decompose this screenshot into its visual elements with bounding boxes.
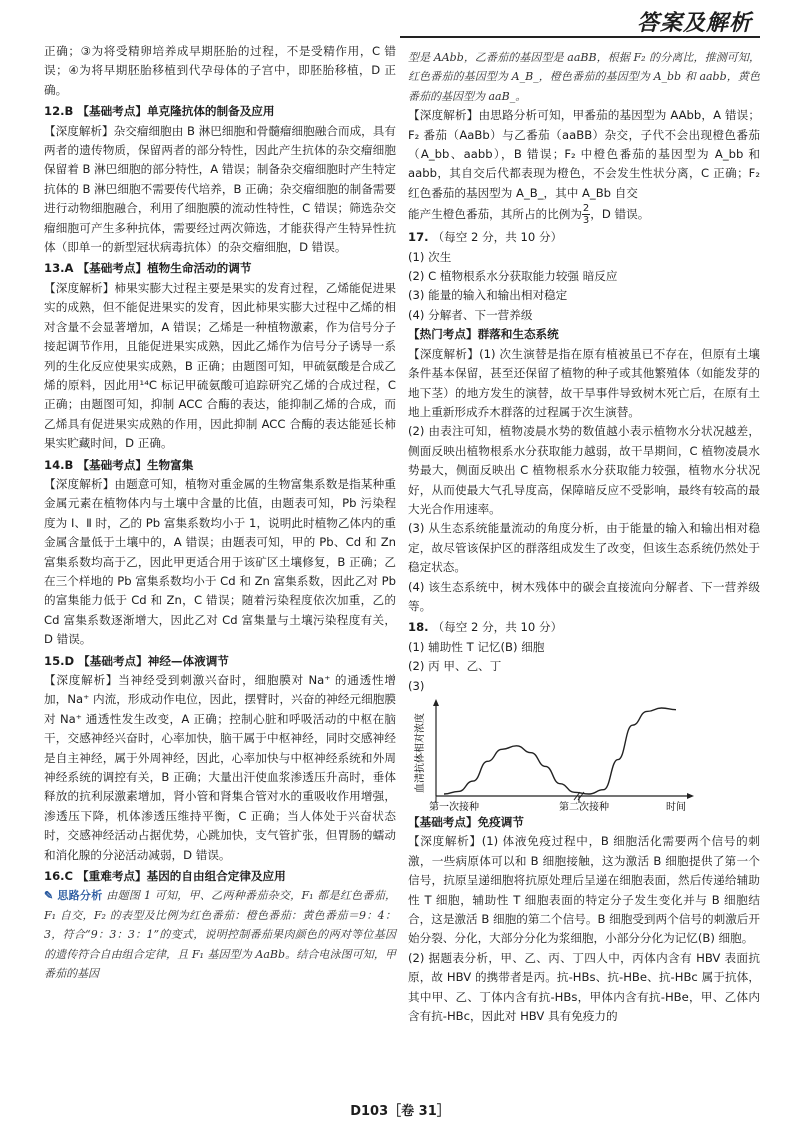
question-13: [44, 259, 396, 453]
chart-x-arrow: [687, 793, 694, 799]
right-column: [408, 48, 760, 1026]
q18-score: （每空 2 分，共 10 分）: [432, 620, 563, 635]
q18-keypoint: 【基础考点】免疫调节: [408, 815, 524, 829]
q18-answer-1: (1) 辅助性 T 记忆(B) 细胞: [408, 639, 545, 654]
page-number: D103［卷 31］: [350, 1104, 450, 1119]
q17-answer-1: (1) 次生: [408, 249, 452, 264]
q17-answer-3: (3) 能量的输入和输出相对稳定: [408, 288, 568, 303]
question-16: [44, 867, 396, 983]
q18-number: 18.: [408, 620, 429, 635]
q17-keypoint: 【热门考点】群落和生态系统: [408, 327, 559, 342]
question-18: [408, 618, 760, 1026]
left-continuation: 正确；③为将受精卵培养成早期胚胎的过程，不是受精作用，C 错误；④为将早期胚胎移植到代孕母体的子宫中，即胚胎移植，D 正确。: [44, 44, 396, 97]
q14-keypoint: 【基础考点】生物富集: [77, 457, 194, 472]
antibody-curve: [444, 708, 676, 794]
q14-analysis: 【深度解析】由题意可知，植物对重金属的生物富集系数是指某种重金属元素在植物体内与土壤中含量的比值，由题表可知，Pb 污染程度为 Ⅰ、Ⅱ 时，乙的 Pb 富集系数均小于 1，说明此时植物乙体内的重金属含量低于土壤中的，A 错误；由题表可知，甲的 Pb、Cd 和 Zn 富集系数均高于乙，因此甲更适合用于该矿区土壤修复，B 正确；乙在三个样地的 Pb 富集系数均小于 Cd 和 Zn 富集系数，因此乙对 Pb 的富集能力低于 Cd 和 Zn，C 错误；随着污染程度依次加重，乙的 Cd 富集系数逐渐增大，因此乙对 Cd 富集量与土壤污染程度有关，D 错误。: [44, 476, 396, 647]
chart-y-axis-label: 血清抗体相对浓度: [415, 713, 426, 793]
header-rule: [400, 36, 760, 38]
second-vaccination-label: 第二次接种: [559, 802, 609, 813]
q18-analysis-1: 【深度解析】(1) 体液免疫过程中，B 细胞活化需要两个信号的刺激，一些病原体可以和 B 细胞接触，这为激活 B 细胞提供了第一个信号，抗原呈递细胞将抗原处理后呈递在细胞表面，然后传递给辅助性 T 细胞，辅助性 T 细胞表面的特定分子发生变化并与 B 细胞结合，这是激活 B 细胞的第二个信号。B 细胞受到两个信号的刺激后开始分裂、分化，大部分分化为浆细胞，小部分分化为记忆(B) 细胞。: [408, 834, 760, 946]
q17-score: （每空 2 分，共 10 分）: [432, 230, 563, 245]
q16-analysis: 【深度解析】由思路分析可知，甲番茄的基因型为 AAbb，A 错误；F₂ 番茄（AaBb）与乙番茄（aaBB）杂交，子代不会出现橙色番茄（A_bb、aabb），B 错误；F₂ 中橙色番茄的基因型为 A_bb 和 aabb，其自交后代都表现为橙色，不会发生性状分离，C 正确；F₂ 红色番茄的基因型为 A_B_，其中 A_Bb 自交: [408, 108, 760, 200]
q16-analysis-end: 能产生橙色番茄，其所占的比例为 $\frac{2}{3}$ ，D 错误。: [408, 203, 650, 227]
q12-answer: 12.B: [44, 104, 74, 119]
chart-x-axis-label: 时间: [666, 802, 686, 813]
q13-answer: 13.A: [44, 261, 74, 276]
q17-answer-4: (4) 分解者、下一营养级: [408, 307, 533, 322]
thinking-label: ✎ 思路分析: [44, 889, 103, 903]
q16-thinking-note: [44, 886, 396, 983]
chart-y-arrow: [433, 699, 439, 706]
q17-number: 17.: [408, 230, 429, 245]
q17-answer-2: (2) C 植物根系水分获取能力较强 暗反应: [408, 269, 618, 284]
q15-keypoint: 【基础考点】神经—体液调节: [78, 653, 229, 668]
first-vaccination-label: 第一次接种: [429, 802, 479, 813]
q16-keypoint: 【重难考点】基因的自由组合定律及应用: [77, 869, 286, 884]
page-header-title: 答案及解析: [636, 10, 752, 36]
q17-analysis-1: 【深度解析】(1) 次生演替是指在原有植被虽已不存在，但原有土壤条件基本保留，甚至还保留了植物的种子或其他繁殖体（如能发芽的地下茎）的地方发生的演替，故干旱事件导致树木死亡后，在原有土地上重新形成乔木群落的过程属于次生演替。: [408, 346, 760, 419]
q18-analysis-2: (2) 据题表分析，甲、乙、丙、丁四人中，丙体内含有 HBV 表面抗原，故 HBV 的携带者是丙。抗-HBs、抗-HBe、抗-HBc 属于抗体，其中甲、乙、丁体内含有抗-HBs，甲体内含有抗-HBe，甲、乙体内含有抗-HBc，因此对 HBV 具有免疫力的: [408, 950, 760, 1024]
question-15: [44, 652, 396, 865]
question-14: [44, 456, 396, 650]
q17-analysis-2: (2) 由表注可知，植物凌晨水势的数值越小表示植物水分状况越差，侧面反映出植物根系水分获取能力越弱，故干旱期间，C 植物凌晨水势最大，侧面反映出 C 植物根系水分获取能力较强，植物水分状况好，从而使最大气孔导度高，保障暗反应不受影响，最终有较高的最大光合作用速率。: [408, 424, 760, 516]
q15-analysis: 【深度解析】当神经受到刺激兴奋时，细胞膜对 Na⁺ 的通透性增加，Na⁺ 内流，形成动作电位，因此，摆臂时，兴奋的神经元细胞膜对 Na⁺ 通透性发生改变，A 正确；控制心脏和呼吸活动的中枢在脑干，交感神经兴奋时，心率加快，脑干属于中枢神经，同时交感神经是自主神经，属于外周神经，因此，心率加快与中枢神经系统和外周神经系统的调控有关，B 正确；大量出汗使血浆渗透压升高时，垂体释放的抗利尿激素增加，肾小管和肾集合管对水的重吸收作用增强，渗透压下降，机体渗透压维持平衡，C 正确；当人体处于兴奋状态时，交感神经活动占据优势，心跳加快，支气管扩张，但胃肠的蠕动和消化腺的分泌活动减弱，D 错误。: [44, 673, 396, 862]
q14-answer: 14.B: [44, 457, 74, 472]
q15-answer: 15.D: [44, 653, 75, 668]
left-column: [44, 42, 396, 984]
question-17: [408, 228, 760, 616]
q12-keypoint: 【基础考点】单克隆抗体的制备及应用: [77, 104, 275, 119]
fraction-two-thirds: $\frac{2}{3}$: [582, 203, 590, 227]
q17-analysis-3: (3) 从生态系统能量流动的角度分析，由于能量的输入和输出相对稳定，故尽管该保护区的群落组成发生了改变，但该生态系统仍然处于稳定状态。: [408, 521, 760, 575]
q17-analysis-4: (4) 该生态系统中，树木残体中的碳会直接流向分解者、下一营养级等。: [408, 579, 760, 613]
question-12: [44, 102, 396, 257]
q13-keypoint: 【基础考点】植物生命活动的调节: [77, 261, 252, 276]
right-note-continuation: 型是 AAbb，乙番茄的基因型是 aaBB，根据 F₂ 的分离比，推测可知，红色番茄的基因型为 A_B_，橙色番茄的基因型为 A_bb 和 aabb，黄色番茄的基因型为 aaB_。: [408, 51, 760, 103]
q13-analysis: 【深度解析】柿果实膨大过程主要是果实的发育过程，乙烯能促进果实的成熟，但不能促进果实的发育，因此柿果实膨大过程中乙烯的相对含量不会显著增加，A 错误；乙烯是一种植物激素，作为信号分子接起调节作用，且能促进果实成熟，因此乙烯作为信号分子诱导一系列的生化反应使果实成熟，B 正确；由题图可知，甲硫氨酸是合成乙烯的原料，因此用¹⁴C 标记甲硫氨酸可追踪研究乙烯的合成过程，C 正确；由题图可知，抑制 ACC 合酶的表达，能抑制乙烯的合成，而乙烯具有促进果实成熟的作用，因此抑制 ACC 合酶的表达能延长柿果实贮藏时间，D 正确。: [44, 280, 396, 451]
antibody-concentration-chart: [414, 698, 704, 813]
q16-answer: 16.C: [44, 869, 74, 884]
q18-answer-3: (3): [408, 678, 425, 693]
q18-answer-2: (2) 丙 甲、乙、丁: [408, 659, 502, 674]
q16-note-text: 由题图 1 可知，甲、乙两种番茄杂交，F₁ 都是红色番茄，F₁ 自交，F₂ 的表型及比例为红色番茄：橙色番茄：黄色番茄＝9：4：3，符合“9：3：3：1”的变式，说明控制番茄果肉颜色的两对等位基因的遗传符合自由组合定律，且 F₁ 基因型为 AaBb。结合电泳图可知，甲番茄的基因: [44, 889, 397, 981]
q12-analysis: 【深度解析】杂交瘤细胞由 B 淋巴细胞和骨髓瘤细胞融合而成，具有两者的遗传物质，保留两者的部分特性，因此产生抗体的杂交瘤细胞保留着 B 淋巴细胞的部分特性，A 错误；制备杂交瘤细胞时产生特定抗体的 B 淋巴细胞不需要传代培养，B 正确；杂交瘤细胞的制备需要进行动物细胞融合，利用了细胞膜的流动性特性，C 错误；筛选杂交瘤细胞可产生多种抗体，需要经过两次筛选，才能获得产生特异性抗体（即单一的新型冠状病毒抗体）的杂交瘤细胞，D 错误。: [44, 123, 396, 255]
